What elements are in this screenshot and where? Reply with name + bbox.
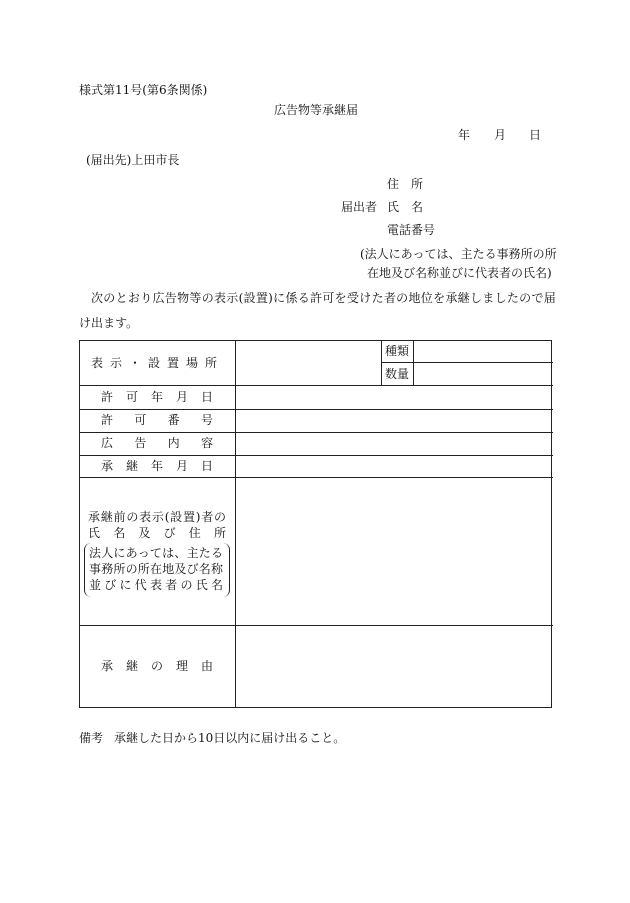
date-month: 月 [494,128,507,142]
applicant-heading: 届出者 [341,200,378,214]
row-divider [80,385,553,386]
permit-number-label: 許可番号 [101,413,213,427]
body-text-line1: 次のとおり広告物等の表示(設置)に係る許可を受けた者の地位を承継しましたので届 [91,291,557,305]
corporation-note-line3: 並びに代表者の氏名 [89,578,223,592]
succession-date-label: 承継年月日 [101,459,213,473]
date-year: 年 [458,128,471,142]
applicant-note-line2: 在地及び名称並びに代表者の氏名) [367,266,552,280]
quantity-label: 数量 [385,367,410,381]
row-divider [80,477,553,478]
predecessor-label-line1: 承継前の表示(設置)者の [88,510,226,524]
corporation-note-line1: 法人にあっては、主たる [89,546,223,560]
row-divider [80,409,553,410]
corporation-note-line2: 事務所の所在地及び名称 [89,562,223,576]
permit-date-label: 許可年月日 [101,390,213,404]
date-day: 日 [529,128,542,142]
ad-content-label: 広告内容 [101,436,213,450]
row-divider [80,455,553,456]
address-label: 住 所 [387,177,424,191]
row-divider [80,432,553,433]
column-divider-type-value [413,341,414,385]
row-divider [80,625,553,626]
predecessor-label-line2: 氏名及び住所 [88,526,226,540]
location-label: 表示・設置場所 [91,356,217,370]
form-title: 広告物等承継届 [274,103,359,117]
remarks-text: 承継した日から10日以内に届け出ること。 [114,731,346,745]
remarks-label: 備考 [79,731,104,745]
name-label: 氏 名 [387,200,424,214]
addressee: (届出先)上田市長 [86,153,180,167]
phone-label: 電話番号 [387,223,436,237]
row-divider-type [381,362,553,363]
type-label: 種類 [385,344,410,358]
body-text-line2: け出ます。 [79,316,139,330]
column-divider-type [381,341,382,385]
form-number: 様式第11号(第6条関係) [79,83,208,97]
reason-label: 承継の理由 [101,659,213,673]
applicant-note-line1: (法人にあっては、主たる事務所の所 [360,247,557,261]
column-divider [235,341,236,707]
